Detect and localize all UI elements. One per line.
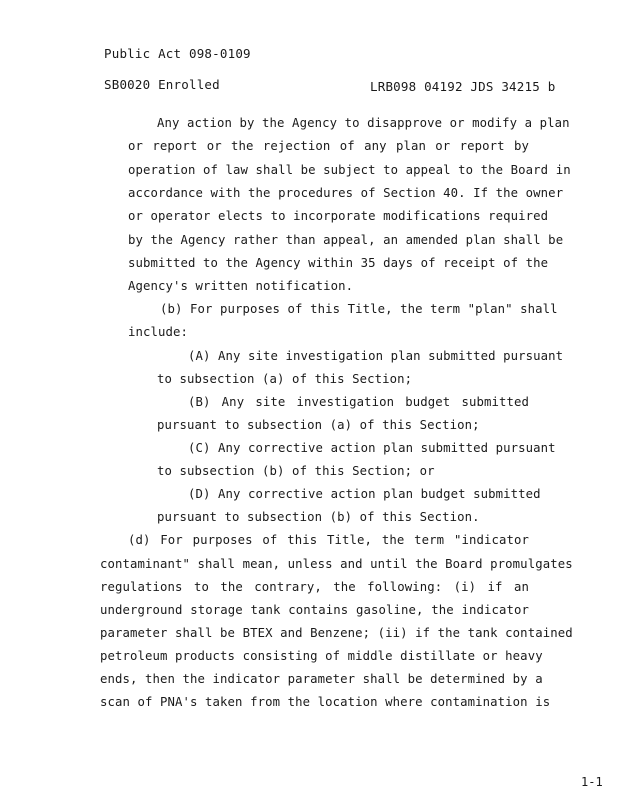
body-line: Any action by the Agency to disapprove or modify a plan — [157, 116, 570, 130]
body-line: (B) Any site investigation budget submitted — [188, 395, 529, 409]
body-line: submitted to the Agency within 35 days of receipt of the — [128, 256, 549, 270]
body-line: (C) Any corrective action plan submitted pursuant — [188, 441, 556, 455]
body-line: operation of law shall be subject to appeal to the Board in — [128, 163, 571, 177]
body-line: by the Agency rather than appeal, an amended plan shall be — [128, 233, 564, 247]
page-number: 1-1 — [581, 775, 603, 789]
body-line: underground storage tank contains gasoline, the indicator — [100, 603, 529, 617]
body-line: regulations to the contrary, the following: (i) if an — [100, 580, 529, 594]
body-line: to subsection (a) of this Section; — [157, 372, 413, 386]
body-line: to subsection (b) of this Section; or — [157, 464, 435, 478]
body-line: (A) Any site investigation plan submitted pursuant — [188, 349, 564, 363]
body-line: pursuant to subsection (a) of this Section; — [157, 418, 480, 432]
body-line: (b) For purposes of this Title, the term "plan" shall — [160, 302, 558, 316]
body-line: scan of PNA's taken from the location where contamination is — [100, 695, 551, 709]
body-line: include: — [128, 325, 189, 339]
body-line: petroleum products consisting of middle distillate or heavy — [100, 649, 543, 663]
body-line: or operator elects to incorporate modifications required — [128, 209, 549, 223]
body-line: accordance with the procedures of Section 40. If the owner — [128, 186, 564, 200]
body-line: contaminant" shall mean, unless and until the Board promulgates — [100, 557, 573, 571]
body-line: (D) Any corrective action plan budget submitted — [188, 487, 541, 501]
body-line: (d) For purposes of this Title, the term "indicator — [128, 533, 529, 547]
body-line: or report or the rejection of any plan or report by — [128, 139, 529, 153]
body-line: pursuant to subsection (b) of this Section. — [157, 510, 480, 524]
lrb-number: LRB098 04192 JDS 34215 b — [370, 79, 556, 94]
body-line: Agency's written notification. — [128, 279, 354, 293]
body-line: parameter shall be BTEX and Benzene; (ii) if the tank contained — [100, 626, 573, 640]
body-line: ends, then the indicator parameter shall be determined by a — [100, 672, 543, 686]
bill-number: SB0020 Enrolled — [104, 77, 220, 92]
public-act-header: Public Act 098-0109 — [104, 46, 251, 61]
